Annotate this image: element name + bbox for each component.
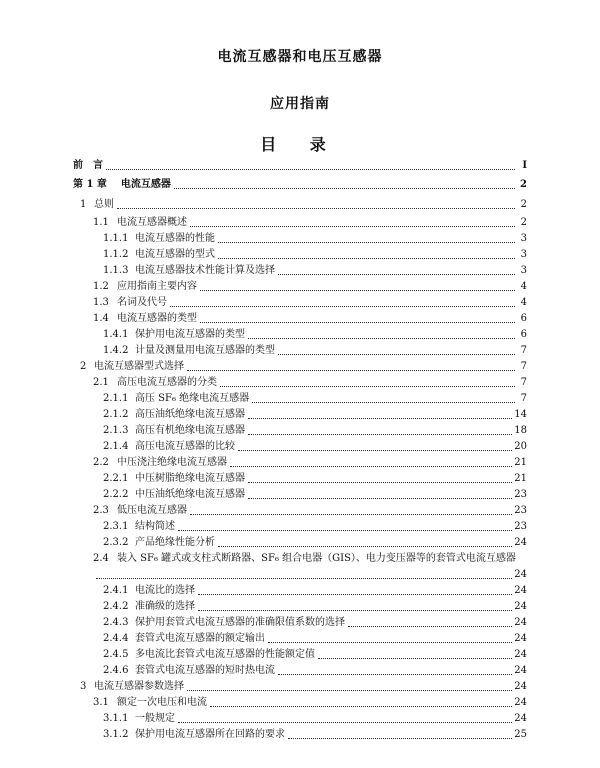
toc-entry-title: 保护用电流互感器的类型 xyxy=(135,329,245,340)
toc-entry-number: 1.2 xyxy=(93,281,109,292)
toc-leader-dots xyxy=(106,168,515,170)
toc-entry-title: 高压有机绝缘电流互感器 xyxy=(135,425,245,436)
toc-entry-title: 应用指南主要内容 xyxy=(117,281,197,292)
toc-entry[interactable] xyxy=(103,665,527,677)
toc-entry-title: 装入 SF₆ 罐式或支柱式断路器、SF₆ 组合电器（GIS）、电力变压器等的套管式电流互感器 xyxy=(117,553,516,564)
toc-entry-number: 2.3.2 xyxy=(103,537,129,548)
toc-entry-title: 保护用套管式电流互感器的准确限值系数的选择 xyxy=(135,617,345,628)
toc-entry-title: 电流互感器的型式 xyxy=(135,249,215,260)
toc-entry-number: 2.4 xyxy=(93,553,109,564)
toc-entry-title: 电流互感器 xyxy=(120,179,171,190)
toc-entry-number: 2.2 xyxy=(93,457,109,468)
toc-entry-number: 2.1.3 xyxy=(103,425,129,436)
toc-entry[interactable] xyxy=(93,697,527,709)
toc-leader-dots xyxy=(218,241,515,243)
toc-leader-dots xyxy=(318,657,512,659)
document-title: 电流互感器和电压互感器 xyxy=(217,49,383,65)
toc-leader-dots xyxy=(220,385,515,387)
toc-entry[interactable] xyxy=(73,179,527,191)
toc-entry-page: 21 xyxy=(514,457,527,468)
document-subtitle: 应用指南 xyxy=(270,96,330,112)
toc-entry-number: 2.4.5 xyxy=(103,649,129,660)
toc-entry-page: 2 xyxy=(520,217,527,228)
toc-leader-dots xyxy=(268,641,512,643)
toc-entry-page: 24 xyxy=(514,537,527,548)
toc-entry[interactable] xyxy=(103,249,527,261)
toc-entry-number: 1 xyxy=(80,199,87,210)
toc-entry-number: 1.1.1 xyxy=(103,233,129,244)
toc-entry-page: 24 xyxy=(514,713,527,724)
toc-entry-page: 21 xyxy=(514,473,527,484)
toc-leader-dots xyxy=(248,497,512,499)
toc-entry-number: 2.4.4 xyxy=(103,633,129,644)
toc-leader-dots xyxy=(248,433,512,435)
toc-entry-page: 6 xyxy=(520,329,527,340)
toc-entry-title: 中压树脂绝缘电流互感器 xyxy=(135,473,245,484)
toc-leader-dots xyxy=(178,721,512,723)
toc-entry-number: 1.1 xyxy=(93,217,109,228)
toc-entry-title: 电流互感器概述 xyxy=(117,217,187,228)
toc-entry[interactable] xyxy=(93,297,527,309)
toc-entry-page: 18 xyxy=(514,425,527,436)
toc-entry-number: 2.4.1 xyxy=(103,585,129,596)
toc-entry[interactable] xyxy=(103,649,527,661)
toc-entry-number: 2.2.2 xyxy=(103,489,129,500)
toc-entry-number: 2.1.4 xyxy=(103,441,129,452)
toc-entry[interactable] xyxy=(93,553,527,565)
toc-entry[interactable] xyxy=(93,505,527,517)
toc-entry-title: 额定一次电压和电流 xyxy=(117,697,207,708)
toc-entry[interactable] xyxy=(103,473,527,485)
toc-entry-page: 24 xyxy=(514,681,527,692)
toc-leader-dots xyxy=(218,545,512,547)
toc-entry-page: 24 xyxy=(514,665,527,676)
toc-entry-page: 2 xyxy=(520,179,527,190)
toc-leader-dots xyxy=(278,353,515,355)
toc-leader-dots xyxy=(200,289,515,291)
toc-entry-title: 中压油纸绝缘电流互感器 xyxy=(135,489,245,500)
toc-leader-dots xyxy=(248,337,515,339)
toc-entry-title: 低压电流互感器 xyxy=(117,505,187,516)
toc-entry[interactable] xyxy=(93,457,527,469)
toc-entry-page: 20 xyxy=(514,441,527,452)
toc-entry[interactable] xyxy=(103,489,527,501)
toc-entry-title: 高压电流互感器的比较 xyxy=(135,441,235,452)
toc-entry[interactable] xyxy=(103,425,527,437)
toc-entry-title: 高压 SF₆ 绝缘电流互感器 xyxy=(135,393,250,404)
toc-entry[interactable] xyxy=(73,160,527,172)
toc-entry[interactable] xyxy=(93,377,527,389)
toc-entry-number: 2.1 xyxy=(93,377,109,388)
toc-entry-page: I xyxy=(522,160,527,171)
toc-entry-page: 24 xyxy=(514,617,527,628)
toc-entry[interactable] xyxy=(103,633,527,645)
toc-leader-dots xyxy=(210,705,512,707)
toc-entry-page: 14 xyxy=(514,409,527,420)
toc-leader-dots xyxy=(178,529,512,531)
toc-entry-number: 1.1.3 xyxy=(103,265,129,276)
toc-entry-page: 23 xyxy=(514,521,527,532)
toc-entry[interactable] xyxy=(103,233,527,245)
toc-entry-page: 24 xyxy=(514,569,527,580)
toc-leader-dots xyxy=(288,737,512,739)
toc-leader-dots xyxy=(200,321,515,323)
toc-leader-dots xyxy=(170,305,515,307)
toc-entry-page: 24 xyxy=(514,601,527,612)
toc-entry-page: 24 xyxy=(514,585,527,596)
toc-entry-title: 结构简述 xyxy=(135,521,175,532)
toc-leader-dots xyxy=(278,673,512,675)
toc-entry-number: 2.4.3 xyxy=(103,617,129,628)
toc-entry-title: 准确级的选择 xyxy=(135,601,195,612)
toc-entry-title: 套管式电流互感器的额定输出 xyxy=(135,633,265,644)
toc-leader-dots xyxy=(187,369,515,371)
toc-entry-page: 2 xyxy=(520,199,527,210)
toc-entry-number: 前 言 xyxy=(73,160,103,171)
toc-entry-number: 1.4 xyxy=(93,313,109,324)
toc-entry[interactable] xyxy=(80,681,527,693)
toc-entry[interactable] xyxy=(103,729,527,741)
toc-leader-dots xyxy=(278,273,515,275)
toc-leader-dots xyxy=(348,625,512,627)
toc-entry[interactable] xyxy=(93,313,527,325)
toc-leader-dots xyxy=(198,593,512,595)
toc-entry[interactable] xyxy=(103,713,527,725)
toc-entry-page: 23 xyxy=(514,489,527,500)
toc-leader-dots xyxy=(174,187,515,189)
toc-entry-page: 6 xyxy=(520,313,527,324)
toc-entry-number: 2.4.6 xyxy=(103,665,129,676)
toc-leader-dots xyxy=(248,417,512,419)
toc-entry-page: 3 xyxy=(520,249,527,260)
toc-entry[interactable] xyxy=(103,617,527,629)
toc-entry-title: 计量及测量用电流互感器的类型 xyxy=(135,345,275,356)
toc-entry-title: 一般规定 xyxy=(135,713,175,724)
toc-entry-title: 电流互感器的性能 xyxy=(135,233,215,244)
toc-entry-number: 2.1.1 xyxy=(103,393,129,404)
toc-entry-page: 7 xyxy=(520,345,527,356)
toc-leader-dots xyxy=(96,577,512,579)
toc-leader-dots xyxy=(218,257,515,259)
toc-entry-title: 电流互感器技术性能计算及选择 xyxy=(135,265,275,276)
toc-entry[interactable] xyxy=(103,585,527,597)
toc-entry-title: 多电流比套管式电流互感器的性能额定值 xyxy=(135,649,315,660)
toc-entry-page: 4 xyxy=(520,297,527,308)
toc-entry[interactable] xyxy=(103,601,527,613)
toc-entry-number: 2 xyxy=(80,361,87,372)
toc-leader-dots xyxy=(198,609,512,611)
toc-entry[interactable] xyxy=(103,537,527,549)
toc-entry-number: 1.1.2 xyxy=(103,249,129,260)
toc-entry-number: 2.2.1 xyxy=(103,473,129,484)
toc-entry-number: 2.4.2 xyxy=(103,601,129,612)
toc-entry[interactable] xyxy=(80,361,527,373)
toc-entry[interactable] xyxy=(103,409,527,421)
toc-entry-title: 高压油纸绝缘电流互感器 xyxy=(135,409,245,420)
toc-entry-number: 1.3 xyxy=(93,297,109,308)
toc-entry-page: 7 xyxy=(520,361,527,372)
toc-entry-number: 3.1.2 xyxy=(103,729,129,740)
toc-entry[interactable] xyxy=(93,281,527,293)
toc-entry-page: 24 xyxy=(514,697,527,708)
toc-entry-title: 电流互感器的类型 xyxy=(117,313,197,324)
toc-leader-dots xyxy=(238,449,512,451)
toc-entry-title: 名词及代号 xyxy=(117,297,167,308)
toc-entry-number: 2.3 xyxy=(93,505,109,516)
toc-entry[interactable] xyxy=(103,393,527,405)
toc-entry-page: 7 xyxy=(520,393,527,404)
toc-entry-number: 第 1 章 xyxy=(73,179,107,190)
toc-entry-page: 4 xyxy=(520,281,527,292)
toc-entry-number: 2.3.1 xyxy=(103,521,129,532)
toc-entry-number: 2.1.2 xyxy=(103,409,129,420)
toc-entry-number: 3.1 xyxy=(93,697,109,708)
toc-entry-number: 1.4.1 xyxy=(103,329,129,340)
toc-entry-title: 总则 xyxy=(94,199,114,210)
toc-entry[interactable] xyxy=(80,199,527,211)
toc-entry[interactable] xyxy=(93,569,527,581)
toc-entry[interactable] xyxy=(103,345,527,357)
toc-entry-page: 7 xyxy=(520,377,527,388)
toc-entry-title: 高压电流互感器的分类 xyxy=(117,377,217,388)
toc-heading: 目 录 xyxy=(260,135,340,154)
toc-entry[interactable] xyxy=(103,329,527,341)
toc-entry-number: 3 xyxy=(80,681,87,692)
toc-entry-title: 保护用电流互感器所在回路的要求 xyxy=(135,729,285,740)
toc-entry-page: 24 xyxy=(514,649,527,660)
toc-entry[interactable] xyxy=(93,217,527,229)
toc-entry-title: 套管式电流互感器的短时热电流 xyxy=(135,665,275,676)
toc-entry-title: 电流互感器参数选择 xyxy=(94,681,184,692)
toc-leader-dots xyxy=(248,481,512,483)
toc-leader-dots xyxy=(230,465,512,467)
toc-leader-dots xyxy=(117,207,515,209)
toc-entry-number: 3.1.1 xyxy=(103,713,129,724)
toc-entry-page: 25 xyxy=(514,729,527,740)
toc-entry-page: 3 xyxy=(520,265,527,276)
toc-entry-number: 1.4.2 xyxy=(103,345,129,356)
toc-leader-dots xyxy=(187,689,512,691)
toc-entry-page: 24 xyxy=(514,633,527,644)
toc-entry[interactable] xyxy=(103,265,527,277)
toc-entry-page: 3 xyxy=(520,233,527,244)
toc-leader-dots xyxy=(190,513,512,515)
toc-entry-title: 中压浇注绝缘电流互感器 xyxy=(117,457,227,468)
toc-entry-page: 23 xyxy=(514,505,527,516)
toc-entry[interactable] xyxy=(103,441,527,453)
toc-entry[interactable] xyxy=(103,521,527,533)
toc-entry-title: 产品绝缘性能分析 xyxy=(135,537,215,548)
toc-entry-title: 电流互感器型式选择 xyxy=(94,361,184,372)
toc-leader-dots xyxy=(190,225,515,227)
toc-entry-title: 电流比的选择 xyxy=(135,585,195,596)
toc-leader-dots xyxy=(252,401,515,403)
